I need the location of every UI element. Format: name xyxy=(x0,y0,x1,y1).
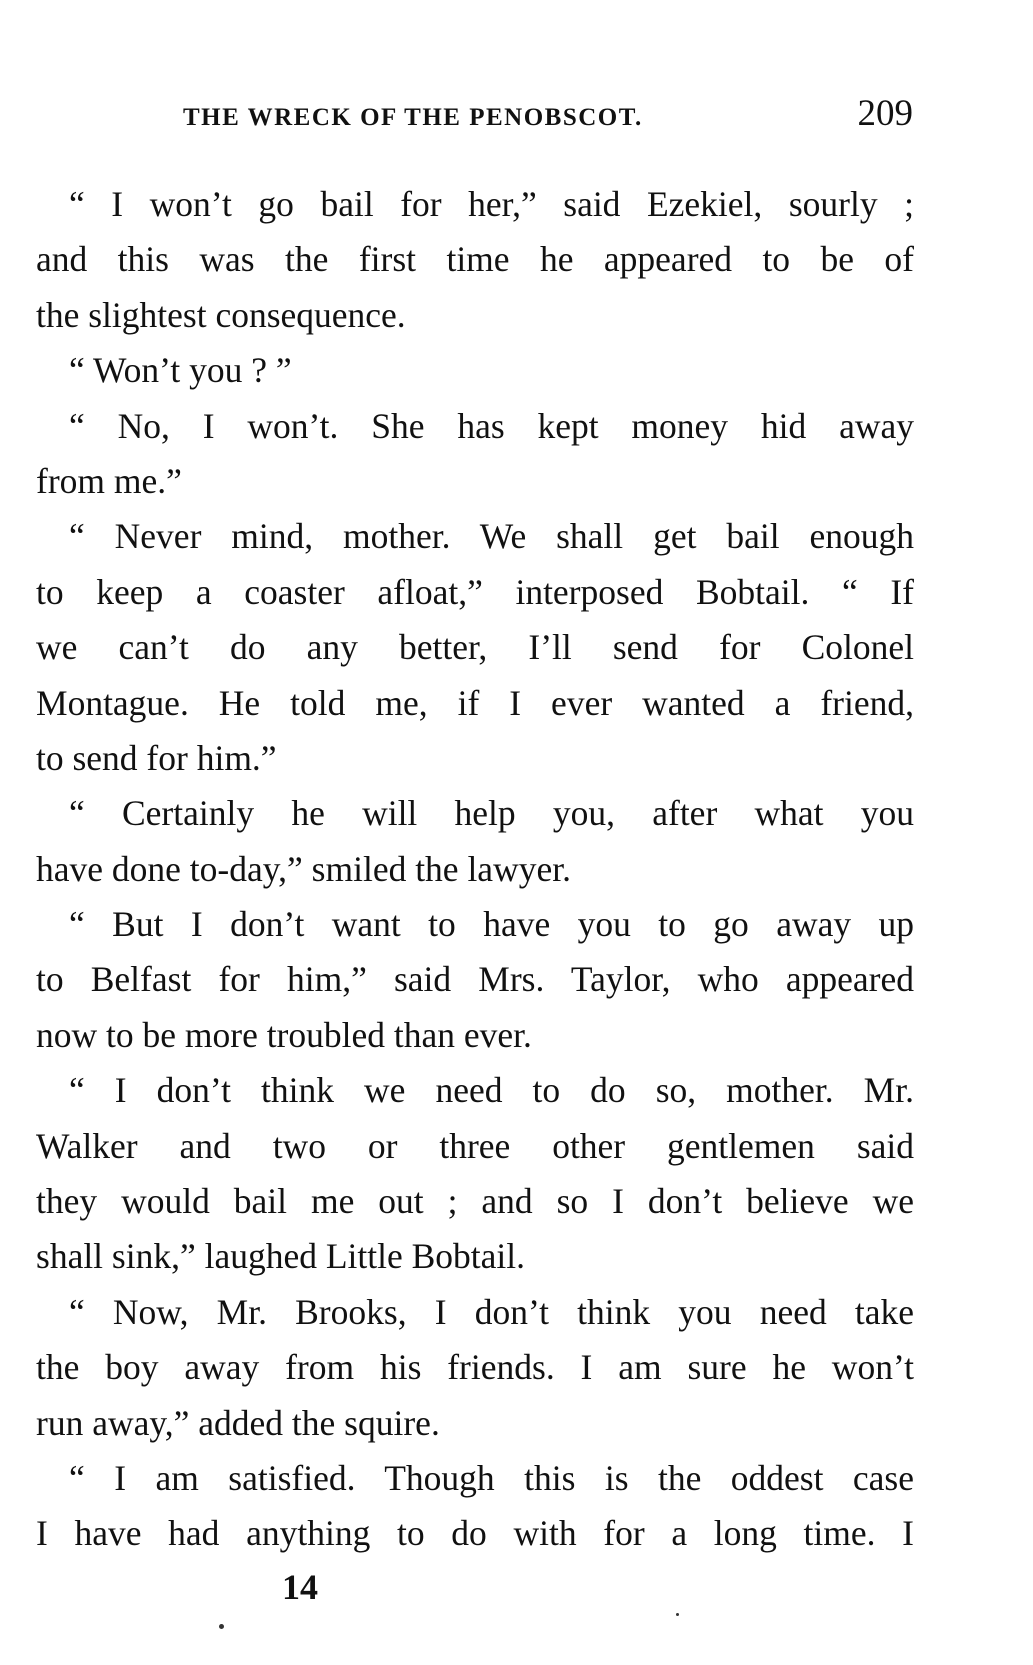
text-line: Walker and two or three other gentlemen said xyxy=(36,1125,914,1166)
running-title: THE WRECK OF THE PENOBSCOT. xyxy=(183,104,643,131)
text-line: and this was the first time he appeared to be of xyxy=(36,239,914,280)
text-line: to Belfast for him,” said Mrs. Taylor, who appeared xyxy=(36,959,914,1000)
text-line: I have had anything to do with for a long time. I xyxy=(36,1513,914,1554)
signature-mark: 14 xyxy=(282,1567,318,1607)
text-line: run away,” added the squire. xyxy=(36,1402,440,1443)
text-line: have done to-day,” smiled the lawyer. xyxy=(36,848,571,889)
text-line: to keep a coaster afloat,” interposed Bobtail. “ If xyxy=(36,571,914,612)
text-line: the boy away from his friends. I am sure he won’t xyxy=(36,1347,914,1388)
text-line: the slightest consequence. xyxy=(36,294,406,335)
text-line: “ Won’t you ? ” xyxy=(69,350,292,391)
text-line: Montague. He told me, if I ever wanted a friend, xyxy=(36,682,914,723)
print-speck xyxy=(219,1624,224,1629)
text-line: to send for him.” xyxy=(36,737,277,778)
text-line: shall sink,” laughed Little Bobtail. xyxy=(36,1236,526,1277)
running-head xyxy=(183,92,913,142)
text-line: now to be more troubled than ever. xyxy=(36,1014,532,1055)
text-line: “ I am satisfied. Though this is the oddest case xyxy=(69,1457,914,1498)
text-line: “ Never mind, mother. We shall get bail enough xyxy=(69,516,914,557)
text-line: “ Certainly he will help you, after what you xyxy=(69,793,914,834)
text-line: “ No, I won’t. She has kept money hid away xyxy=(69,405,914,446)
text-line: “ But I don’t want to have you to go away up xyxy=(69,904,914,945)
text-line: “ I don’t think we need to do so, mother. Mr. xyxy=(69,1070,914,1111)
print-speck xyxy=(676,1613,679,1616)
body-text xyxy=(36,177,914,1562)
text-line: “ I won’t go bail for her,” said Ezekiel, sourly ; xyxy=(69,184,914,224)
text-line: from me.” xyxy=(36,460,182,501)
text-line: we can’t do any better, I’ll send for Colonel xyxy=(36,627,914,668)
text-line: “ Now, Mr. Brooks, I don’t think you need take xyxy=(69,1291,914,1332)
text-line: they would bail me out ; and so I don’t believe we xyxy=(36,1181,914,1222)
page-number: 209 xyxy=(857,93,913,134)
